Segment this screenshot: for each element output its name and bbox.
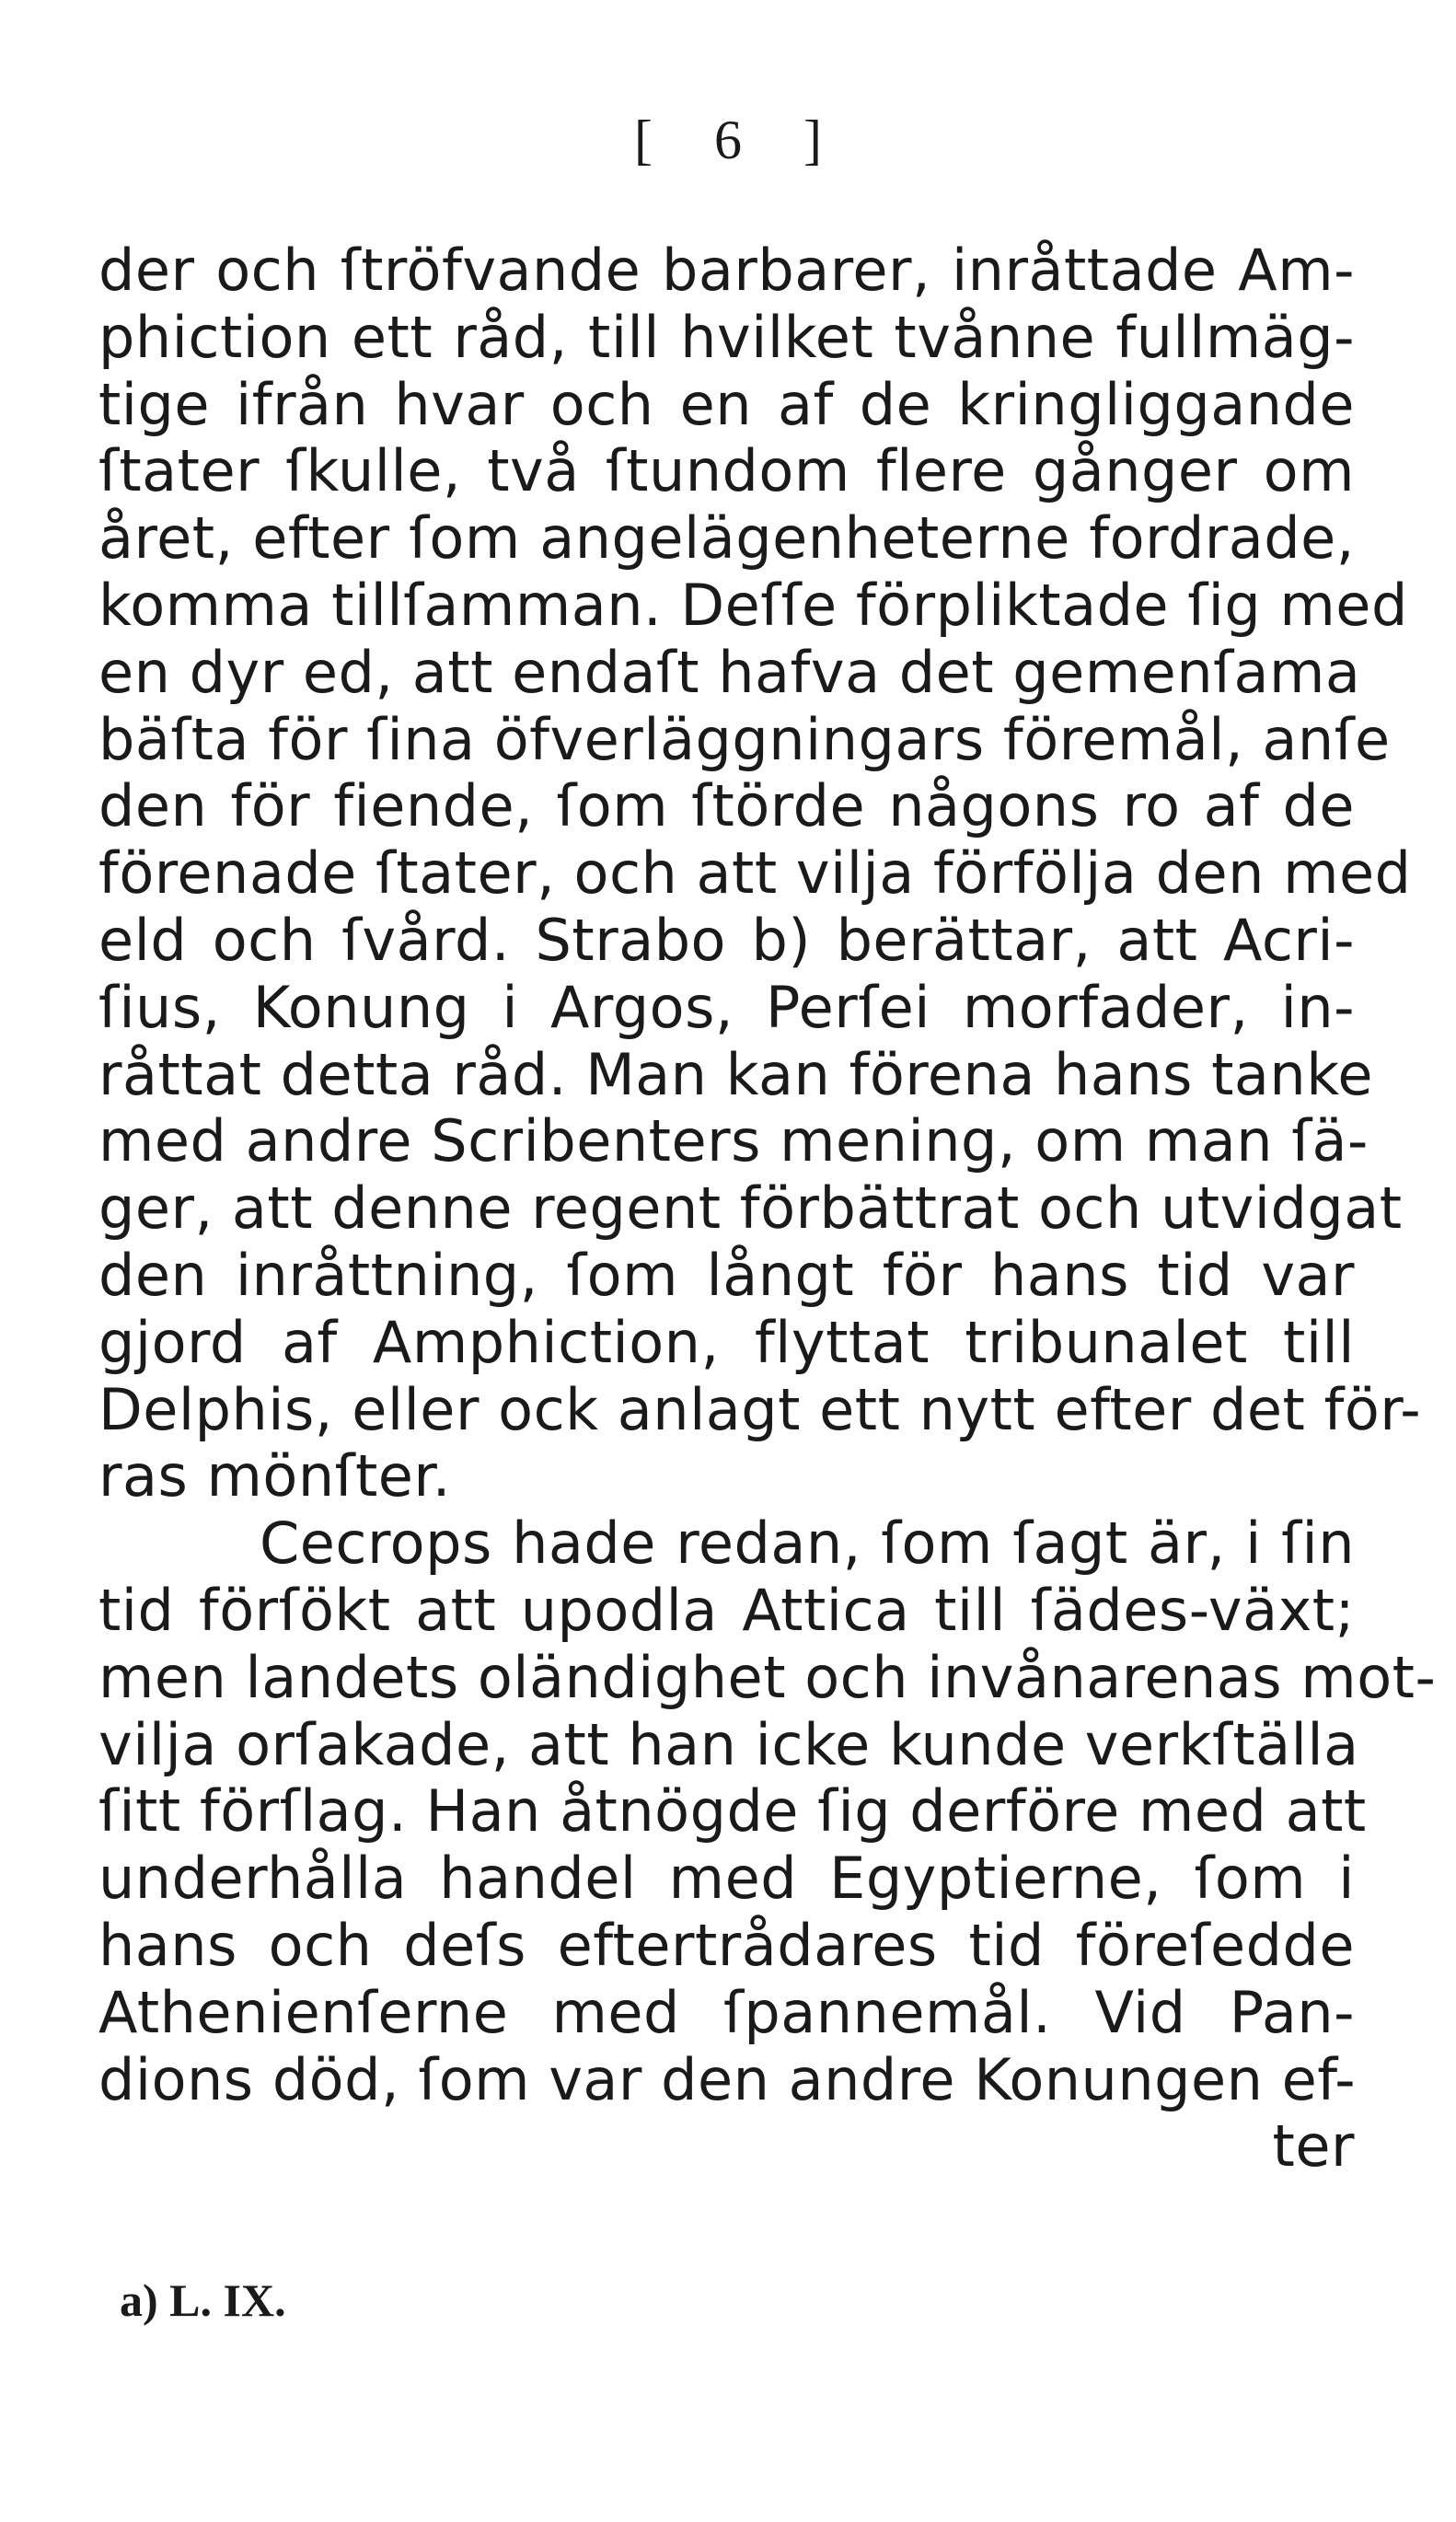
text-line: en dyr ed, att endaſt hafva det gemenſama — [98, 638, 1361, 706]
text-line: komma tillſamman. Deſſe förpliktade ſig med — [98, 571, 1408, 639]
text-line: der och ſtröfvande barbarer, inråttade Am- — [98, 237, 1355, 304]
text-line: men landets oländighet och invånarenas mot- — [98, 1643, 1437, 1711]
text-line: tid förſökt att upodla Attica till ſädes-växt; — [98, 1576, 1355, 1644]
text-line: dions död, ſom var den andre Konungen ef- — [98, 2045, 1357, 2113]
text-line: Cecrops hade redan, ſom ſagt är, i ſin — [260, 1510, 1355, 1578]
page-number: 6 — [714, 110, 742, 170]
text-line: den för fiende, ſom ſtörde någons ro af de — [98, 772, 1355, 840]
text-line: ſtater ſkulle, två ſtundom flere gånger om — [98, 437, 1355, 505]
text-line: bäſta för ſina öfverläggningars föremål, anſe — [98, 705, 1391, 773]
left-bracket: [ — [634, 110, 653, 170]
text-line: året, efter ſom angelägenheterne fordrade, — [98, 504, 1355, 573]
footnote: a) L. IX. — [120, 2274, 286, 2326]
text-line: ſius, Konung i Argos, Perſei morfader, in- — [98, 973, 1355, 1041]
text-line: ger, att denne regent förbättrat och utvidgat — [98, 1174, 1403, 1243]
text-line: eld och ſvård. Strabo b) berättar, att Acri- — [98, 906, 1355, 974]
text-line: underhålla handel med Egyptierne, ſom i — [98, 1845, 1355, 1913]
body-text — [98, 237, 1437, 2181]
catchword: ter — [1272, 2112, 1355, 2181]
text-line: phiction ett råd, till hvilket tvånne fullmäg- — [98, 303, 1355, 371]
text-line: den inråttning, ſom långt för hans tid var — [98, 1241, 1355, 1309]
text-line: ſitt förſlag. Han åtnögde ſig derföre med att — [98, 1777, 1367, 1845]
right-bracket: ] — [803, 110, 822, 170]
page-header — [0, 109, 1456, 172]
text-line: ras mönſter. — [98, 1442, 451, 1510]
text-line: tige ifrån hvar och en af de kringliggande — [98, 370, 1355, 438]
text-line: med andre Scribenters mening, om man ſä- — [98, 1107, 1369, 1175]
text-line: gjord af Amphiction, flyttat tribunalet till — [98, 1308, 1355, 1376]
text-line: råttat detta råd. Man kan förena hans tanke — [98, 1040, 1374, 1108]
text-line: Athenienſerne med ſpannemål. Vid Pan- — [98, 1978, 1355, 2046]
text-line: Delphis, eller ock anlagt ett nytt efter det för- — [98, 1375, 1422, 1443]
text-line: vilja orſakade, att han icke kunde verkſtälla — [98, 1710, 1359, 1778]
text-line: hans och deſs eftertrådares tid föreſedde — [98, 1911, 1355, 1979]
text-line: förenade ſtater, och att vilja förfölja den med — [98, 839, 1412, 908]
